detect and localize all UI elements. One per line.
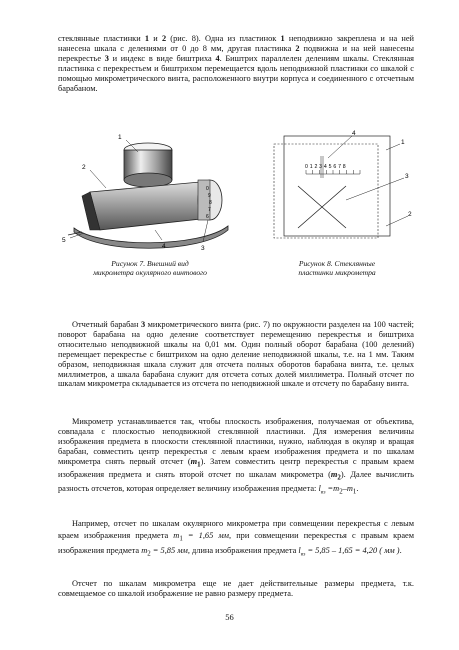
scale-ticks xyxy=(306,170,360,174)
figure-8-glass-plates-drawing xyxy=(268,130,418,250)
figure-7-micrometer-drawing xyxy=(60,130,240,255)
fig7-label-5: 5 xyxy=(62,237,66,244)
figure-7-caption: Рисунок 7. Внешний вид микрометра окулярного винтового xyxy=(93,259,207,277)
svg-text:8: 8 xyxy=(209,200,212,206)
svg-text:6: 6 xyxy=(206,214,209,220)
paragraph-setup: Микрометр устанавливается так, чтобы плоскость изображения, получаемая от объектива, совпадала с плоскостью неподвижной стеклянной пластинки. Для измерения величины изображения предмета в плоскости стеклянной пластинки, нужно, наблюдая в окуляр и вращая барабан, совместить центр перекрестья с левым краем изображения предмета и по шкалам микрометра снять первый отсчет $(m_1)$. Затем совместить центр перекрестья с правым краем изображения предмета и снять второй отсчет по шкалам микрометра $(m_2)$. Далее вычислить разность отсчетов, которая определяет величину изображения предмета: $l_{из} =m_2-m_1$. xyxy=(58,417,414,496)
fig7-label-2: 2 xyxy=(82,164,86,171)
svg-text:7: 7 xyxy=(208,207,211,213)
paragraph-note: Отсчет по шкалам микрометра еще не дает действительные размеры предмета, т.к. совмещаемое со шкалой изображение не равно размеру предмета. xyxy=(58,579,414,598)
svg-text:9: 9 xyxy=(208,193,211,199)
svg-text:0: 0 xyxy=(206,186,209,192)
paragraph-example: Например, отсчет по шкалам окулярного микрометра при совмещении перекрестья с левым краем изображения предмета $m_1 = 1,65$ мм, при совмещении перекрестья с правым краем изображения предмета $m_2 = 5,85$ мм, длина изображения предмета $l_{из} = 5,85 - 1,65 = 4,20$ ( мм ). xyxy=(58,519,415,558)
fig7-label-3: 3 xyxy=(201,245,205,252)
page-number: 56 xyxy=(225,612,234,622)
movable-plate xyxy=(284,136,390,236)
paragraph-plates-description: стеклянные пластинки 1 и 2 (рис. 8). Одна из пластинок 1 неподвижно закреплена и на ней нанесена шкала с делениями от 0 до 8 мм, другая пластинка 2 подвижна и на ней нанесены перекрестье 3 и индекс в виде биштриха 4. Биштрих параллелен делениям шкалы. Стеклянная пластинка с перекрестьем и биштрихом перемещается вдоль неподвижной пластинки со шкалой с помощью микрометрического винта, расположенного внутри корпуса и соединенного с отсчетным барабаном. xyxy=(58,34,414,93)
fig7-label-1: 1 xyxy=(118,134,122,141)
paragraph-drum: Отчетный барабан 3 микрометрического винта (рис. 7) по окружности разделен на 100 частей; поворот барабана на одно деление соответствует перемещению перекрестья и биштриха относительно неподвижной шкалы на 0,01 мм. Один полный оборот барабана (100 делений) перемещает перекрестье с биштрихом на одно деление неподвижной шкалы, т.е. на 1 мм. Таким образом, неподвижная шкала служит для отсчета полных оборотов барабана винта, т.е. целых миллиметров, а шкала барабана служит для отсчета сотых долей миллиметра. Полный отсчет по шкалам микрометра складывается из отсчета по неподвижной шкале и отсчету по барабану винта. xyxy=(58,320,414,389)
fig7-label-4: 4 xyxy=(162,243,166,250)
fig8-label-3: 3 xyxy=(405,173,409,180)
fig8-label-4: 4 xyxy=(352,130,356,137)
figure-8-caption: Рисунок 8. Стеклянные пластинки микрометра xyxy=(298,259,376,277)
fixed-plate xyxy=(274,144,378,238)
fig8-label-2: 2 xyxy=(408,211,412,218)
micrometer-body xyxy=(90,182,210,230)
fig8-label-1: 1 xyxy=(401,139,405,146)
scale-digits: 0 1 2 3 4 5 6 7 8 xyxy=(305,164,346,170)
